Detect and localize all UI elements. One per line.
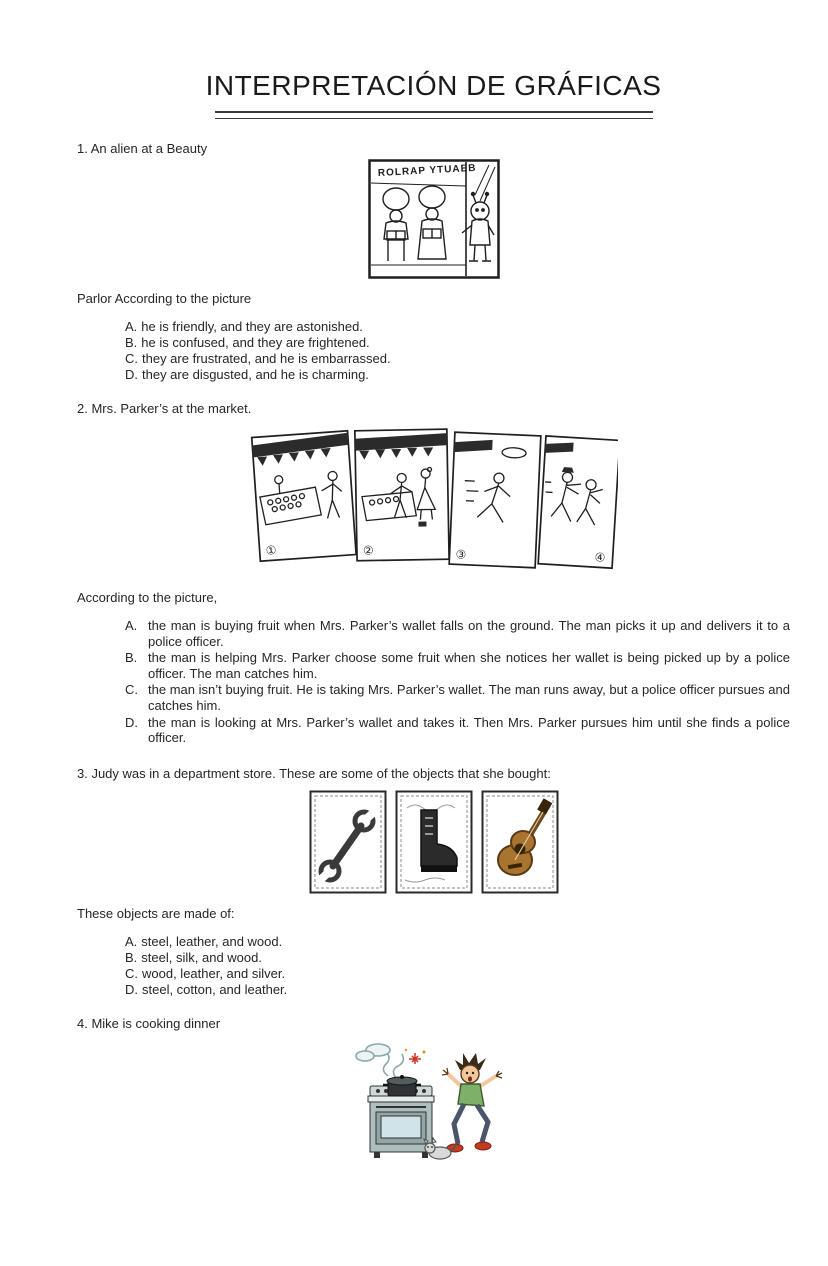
option-a <box>125 934 790 950</box>
option-d <box>125 715 790 746</box>
panel-1-number: ① <box>264 543 277 558</box>
option-text: wood, leather, and silver. <box>142 965 286 981</box>
option-text: he is friendly, and they are astonished. <box>141 319 363 334</box>
question-2 <box>77 401 790 746</box>
option-label: C. <box>125 351 138 366</box>
question-1-intro: 1. An alien at a Beauty <box>77 141 208 156</box>
stove <box>368 1086 434 1158</box>
option-label: B. <box>125 650 138 666</box>
parlor-sign-text: ROLRAP YTUAEB <box>377 162 477 179</box>
option-d <box>125 367 790 383</box>
startled-man-figure <box>442 1053 502 1152</box>
question-1-followup: Parlor According to the picture <box>77 291 252 306</box>
steam-swirl <box>356 1044 403 1078</box>
option-text: the man is buying fruit when Mrs. Parker’s wallet falls on the ground. The man picks it up and delivers it to a police officer. <box>148 618 790 649</box>
option-label: A. <box>125 933 138 949</box>
question-2-intro: 2. Mrs. Parker’s at the market. <box>77 401 252 416</box>
question-2-options <box>125 618 790 746</box>
option-d <box>125 982 790 998</box>
option-c <box>125 966 790 982</box>
option-text: they are disgusted, and he is charming. <box>142 367 369 382</box>
option-b <box>125 950 790 966</box>
panel-3-number: ③ <box>454 547 467 562</box>
pot <box>383 1075 421 1096</box>
option-b <box>125 650 790 681</box>
question-1-options <box>125 319 790 383</box>
option-c <box>125 351 790 367</box>
comic-panel-4 <box>538 436 618 568</box>
panel-4-number: ④ <box>593 550 606 565</box>
comic-panel-3 <box>449 432 541 568</box>
option-text: the man is looking at Mrs. Parker’s wallet and takes it. Then Mrs. Parker pursues him until she finds a police officer. <box>148 714 790 746</box>
option-label: C. <box>125 965 138 981</box>
sparks-icon <box>404 1049 425 1064</box>
comic-panel-1 <box>251 431 355 561</box>
question-2-followup: According to the picture, <box>77 590 218 605</box>
cooking-scene-image <box>350 1040 518 1170</box>
option-c <box>125 682 790 713</box>
question-3-figure <box>77 790 790 894</box>
question-1 <box>77 141 790 383</box>
option-a <box>125 618 790 649</box>
question-3-options <box>125 934 790 998</box>
option-label: A. <box>125 618 138 633</box>
question-1-figure <box>77 159 790 279</box>
question-3-followup: These objects are made of: <box>77 905 235 921</box>
option-label: D. <box>125 981 138 997</box>
option-label: D. <box>125 367 138 382</box>
bought-objects-image <box>309 790 559 894</box>
option-label: B. <box>125 335 138 350</box>
option-text: steel, silk, and wood. <box>141 949 262 965</box>
market-comic-strip-image <box>250 422 618 582</box>
question-3-intro: 3. Judy was in a department store. These are some of the objects that she bought: <box>77 765 551 781</box>
option-a <box>125 319 790 335</box>
option-label: B. <box>125 949 138 965</box>
option-text: the man isn’t buying fruit. He is taking Mrs. Parker’s wallet. The man runs away, but a police officer pursues and catches him. <box>148 682 790 713</box>
option-text: steel, cotton, and leather. <box>142 981 288 997</box>
question-4 <box>77 1016 790 1170</box>
title-underline <box>215 111 653 119</box>
page-title: INTERPRETACIÓN DE GRÁFICAS <box>205 70 662 101</box>
question-4-figure <box>77 1040 790 1170</box>
beauty-parlor-image <box>368 159 500 279</box>
option-text: steel, leather, and wood. <box>141 933 283 949</box>
option-label: C. <box>125 682 138 698</box>
leather-boot-image <box>396 791 471 892</box>
option-label: A. <box>125 319 138 334</box>
guitar-image <box>482 791 557 892</box>
comic-panel-2 <box>354 429 448 561</box>
option-text: he is confused, and they are frightened. <box>141 335 370 350</box>
option-text: they are frustrated, and he is embarrassed. <box>142 351 391 366</box>
option-text: the man is helping Mrs. Parker choose some fruit when she notices her wallet is being picked up by a police officer. The man catches him. <box>148 650 790 681</box>
panel-2-number: ② <box>362 543 374 558</box>
question-3 <box>77 766 790 998</box>
option-b <box>125 335 790 351</box>
question-4-intro: 4. Mike is cooking dinner <box>77 1015 221 1031</box>
question-2-figure <box>77 422 790 582</box>
option-label: D. <box>125 714 138 730</box>
wrench-image <box>310 791 385 892</box>
